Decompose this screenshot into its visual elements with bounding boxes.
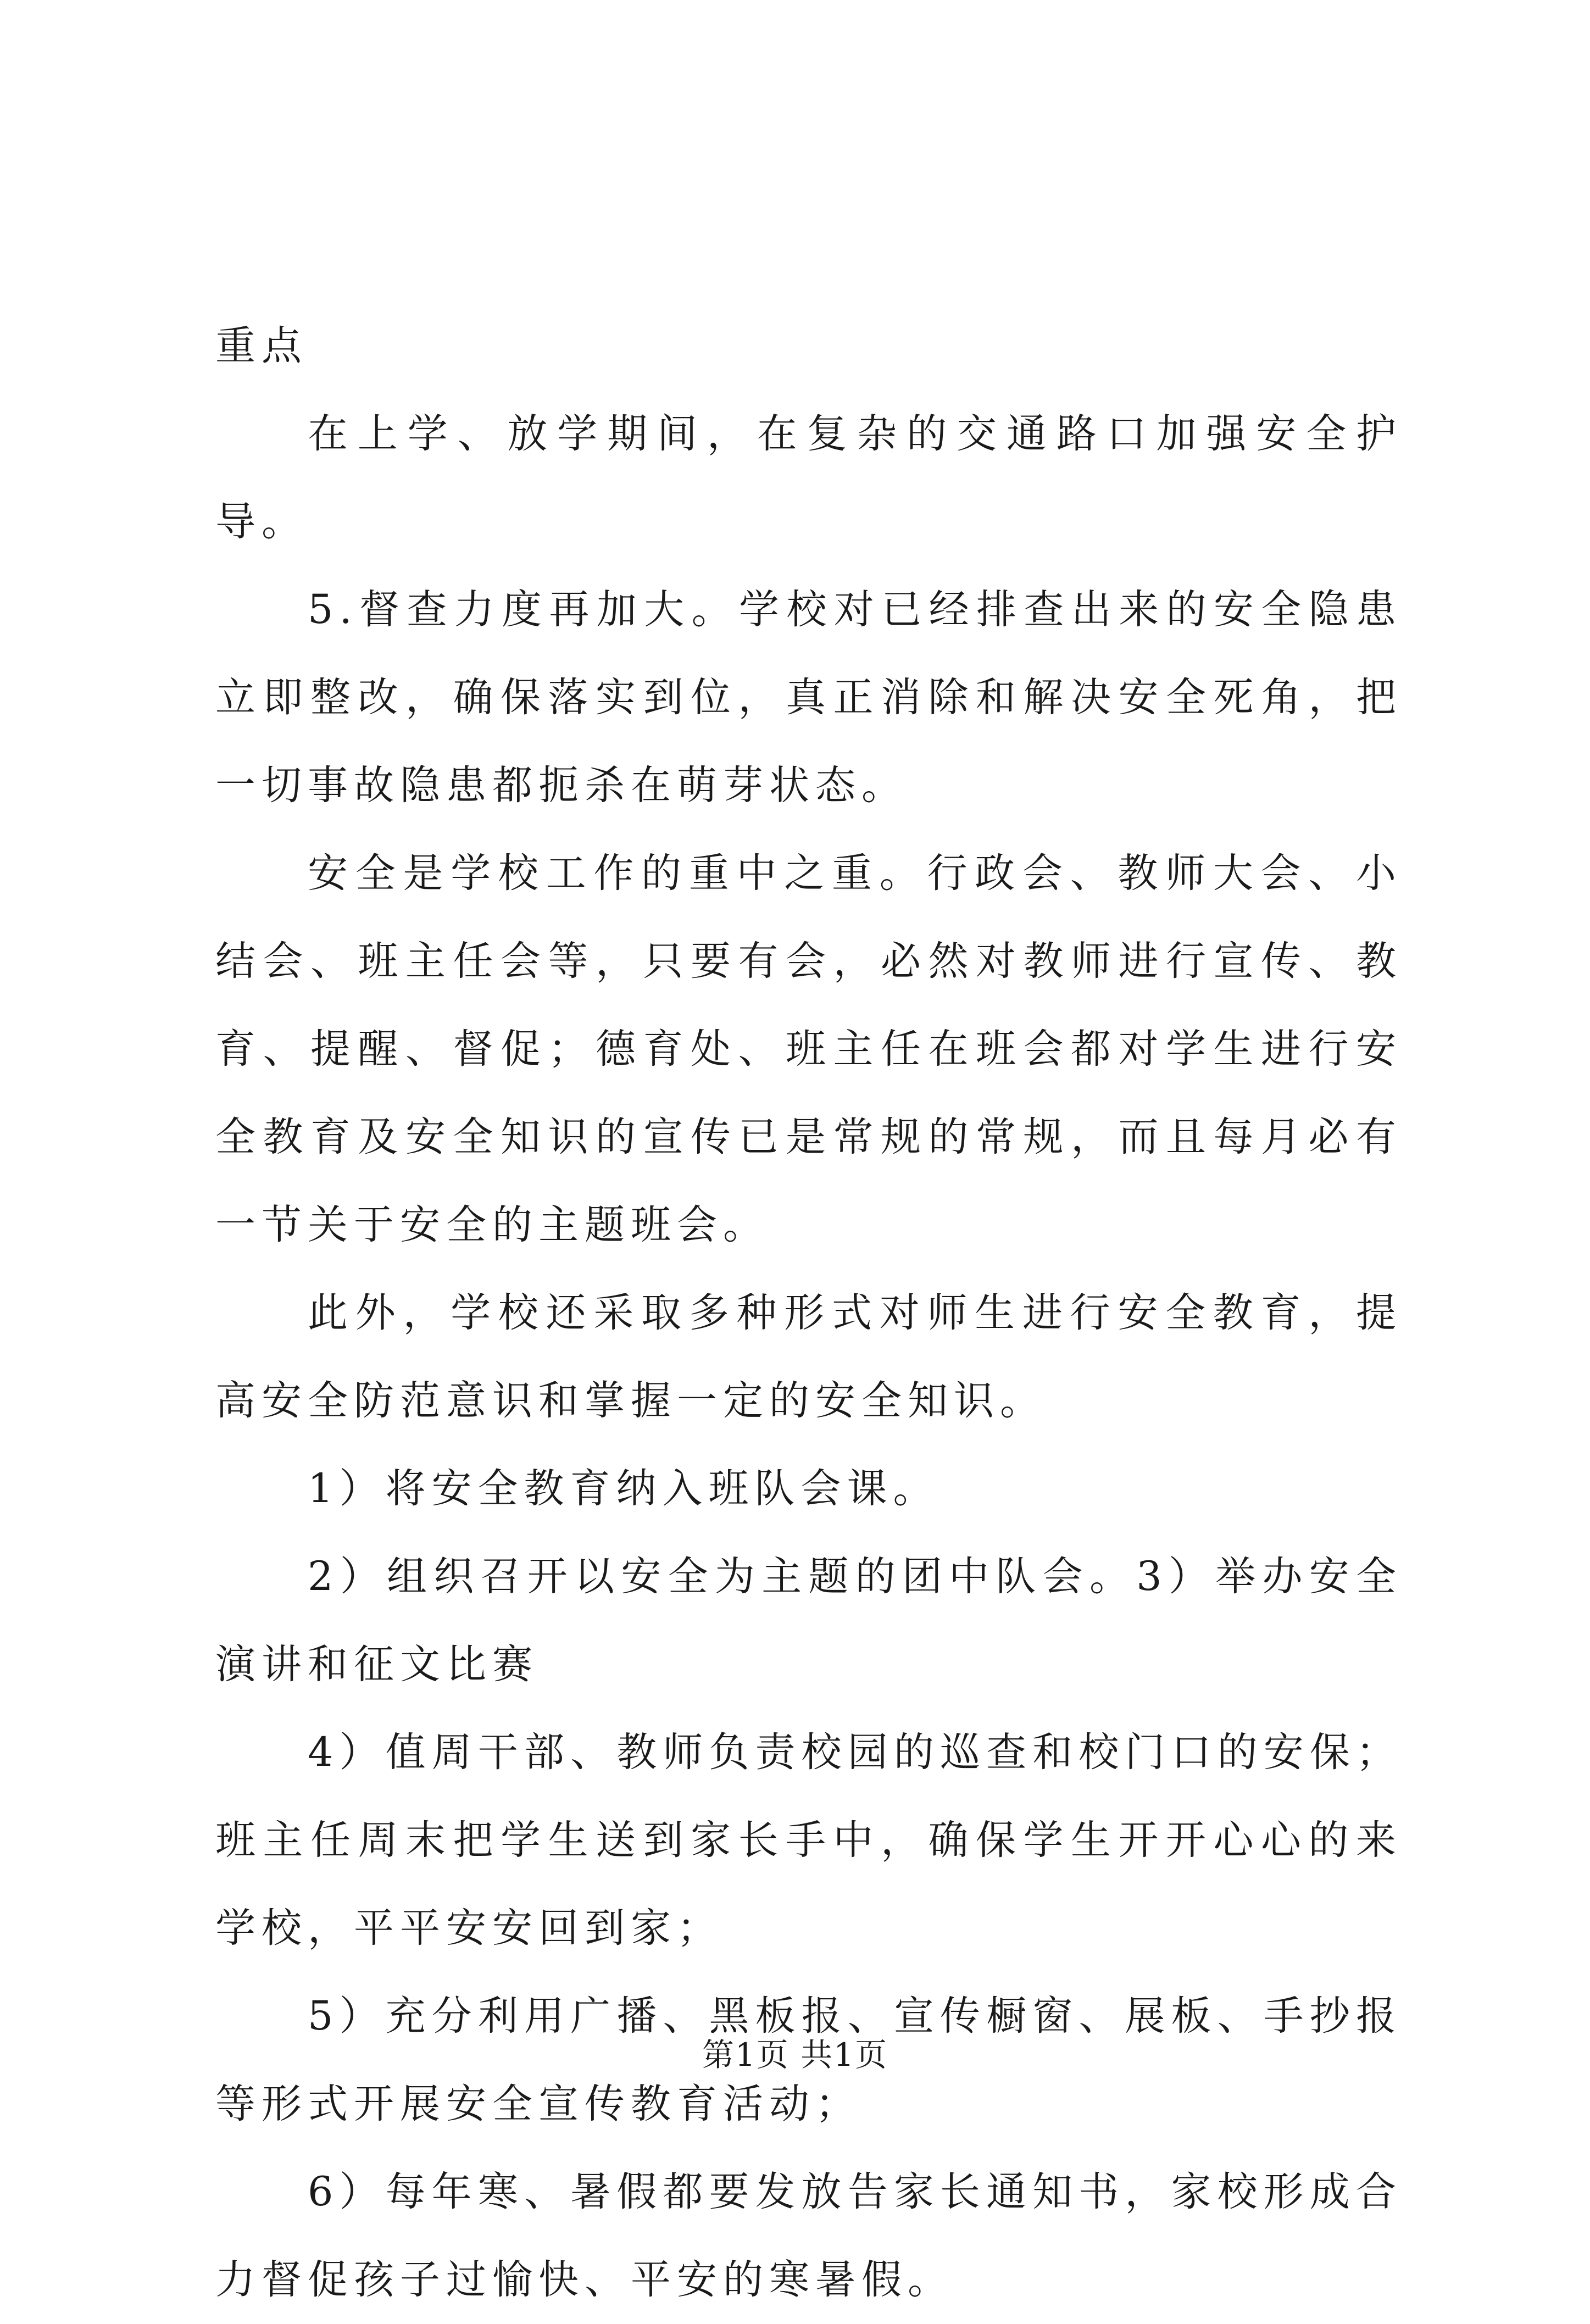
page-footer: 第1页 共1页 — [702, 2036, 888, 2073]
paragraph-2: 在上学、放学期间，在复杂的交通路口加强安全护导。 — [215, 410, 1402, 545]
paragraph-5: 此外，学校还采取多种形式对师生进行安全教育，提高安全防范意识和掌握一定的安全知识。 — [215, 1289, 1402, 1424]
paragraph-9: 5）充分利用广播、黑板报、宣传橱窗、展板、手抄报等形式开展安全宣传教育活动； — [215, 1993, 1402, 2127]
paragraph-1: 重点 — [215, 323, 308, 369]
document-body — [215, 302, 1402, 2324]
paragraph-10: 6）每年寒、暑假都要发放告家长通知书，家校形成合力督促孩子过愉快、平安的寒暑假。 — [215, 2169, 1402, 2303]
paragraph-3: 5.督查力度再加大。学校对已经排查出来的安全隐患立即整改，确保落实到位，真正消除和解决安全死角，把一切事故隐患都扼杀在萌芽状态。 — [215, 586, 1402, 809]
paragraph-7: 2）组织召开以安全为主题的团中队会。3）举办安全演讲和征文比赛 — [215, 1553, 1402, 1688]
paragraph-8: 4）值周干部、教师负责校园的巡查和校门口的安保；班主任周末把学生送到家长手中，确保学生开开心心的来学校，平平安安回到家； — [215, 1729, 1402, 1952]
paragraph-6: 1）将安全教育纳入班队会课。 — [308, 1465, 939, 1512]
paragraph-4: 安全是学校工作的重中之重。行政会、教师大会、小结会、班主任会等，只要有会，必然对教师进行宣传、教育、提醒、督促；德育处、班主任在班会都对学生进行安全教育及安全知识的宣传已是常规的常规，而且每月必有一节关于安全的主题班会。 — [215, 850, 1402, 1248]
